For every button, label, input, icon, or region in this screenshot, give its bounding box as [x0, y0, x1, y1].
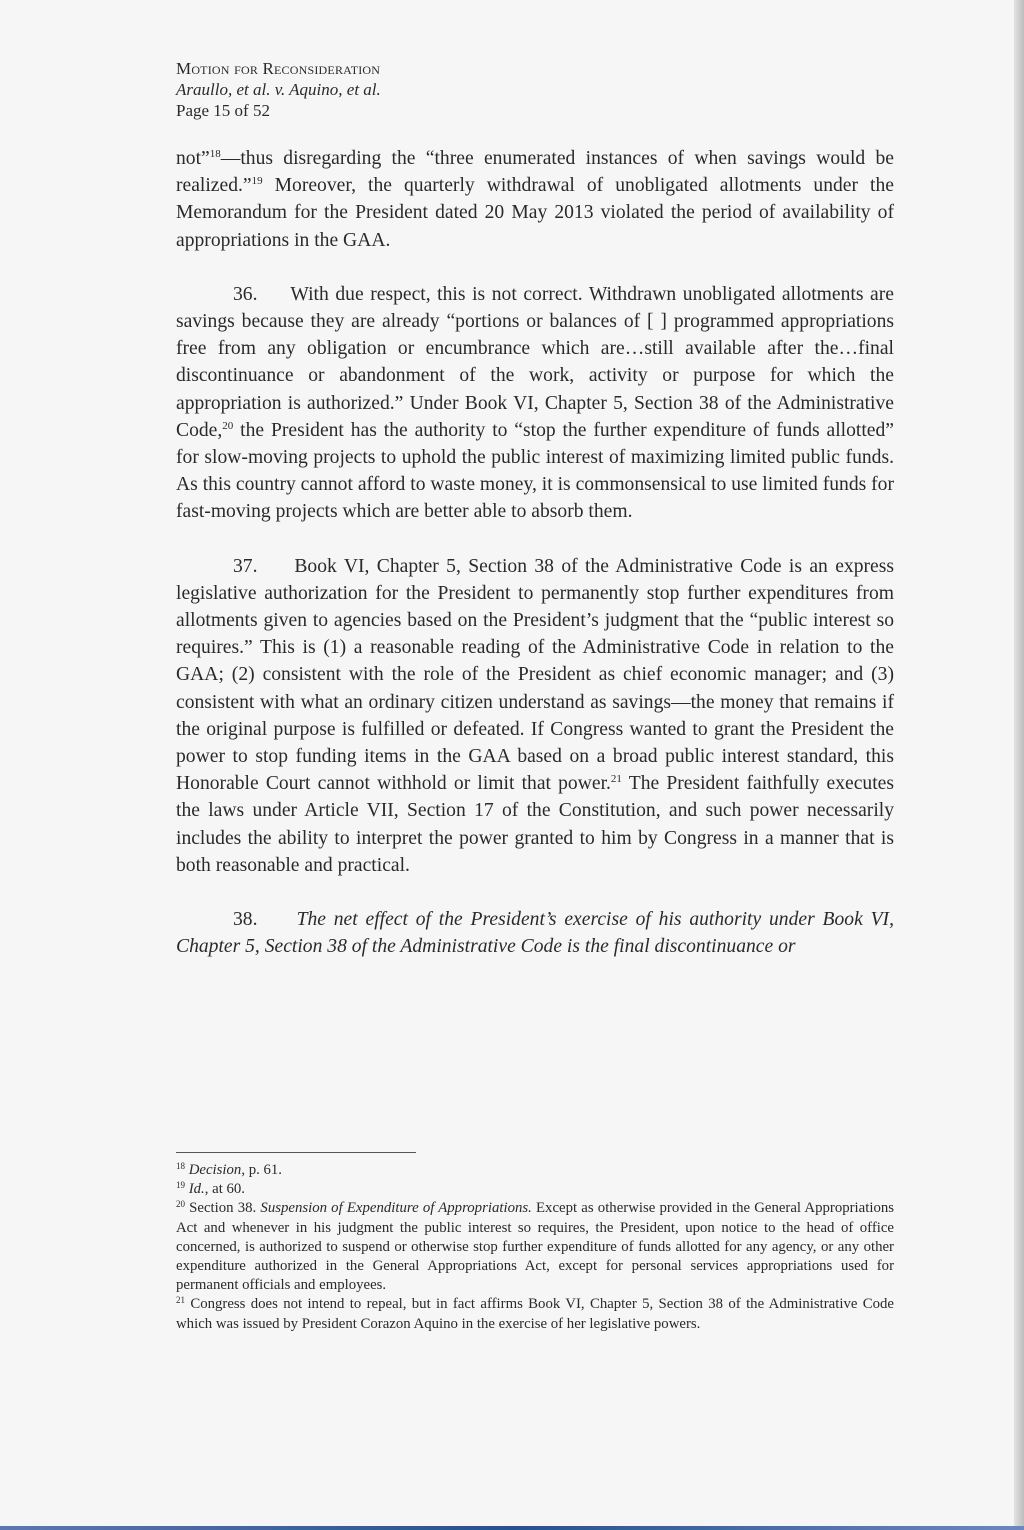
paragraph-continued: not”$^{18}$—thus disregarding the “three enumerated instances of when savings would be realized.”$^{19}$ Moreover, the quarterly withdrawal of unobligated allotments under the Memorandum for the President dated 20 May 2013 violated the period of availability of appropriations in the GAA.	[176, 148, 894, 251]
case-caption: Araullo, et al. v. Aquino, et al.	[176, 80, 381, 99]
page-number: Page 15 of 52	[176, 101, 270, 120]
footnote-ref-18[interactable]: 18	[209, 148, 221, 160]
scan-bottom-edge	[0, 1526, 1024, 1530]
footnote-21: $^{21}$ Congress does not intend to repeal, but in fact affirms Book VI, Chapter 5, Section 38 of the Administrative Code which was issued by President Corazon Aquino in the exercise of her legislative powers.	[176, 1295, 894, 1332]
footnote-19: $^{19}$ Id., at 60.	[176, 1180, 246, 1198]
page-header	[176, 58, 776, 121]
paragraph-number: 37.	[233, 555, 258, 577]
footnotes	[176, 1152, 894, 1334]
footnote-divider	[176, 1152, 416, 1153]
paragraph-36: 36. With due respect, this is not correct. Withdrawn unobligated allotments are savings because they are already “portions or balances of [ ] programmed appropriations free from any obligation or encumbrance which are…still available after the…final discontinuance or abandonment of the work, activity or purpose for which the appropriation is authorized.” Under Book VI, Chapter 5, Section 38 of the Administrative Code,$^{20}$ the President has the authority to “stop the further expenditure of funds allotted” for slow-moving projects to uphold the public interest of maximizing limited public funds. As this country cannot afford to waste money, it is commonsensical to use limited funds for fast-moving projects which are better able to absorb them.	[176, 283, 894, 523]
footnote-20: $^{20}$ Section 38. Suspension of Expenditure of Appropriations. Except as otherwise provided in the General Appropriations Act and whenever in his judgment the public interest so requires, the President, upon notice to the head of office concerned, is authorized to suspend or otherwise stop further expenditure of funds allotted for any agency, or any other expenditure authorized in the General Appropriations Act, except for personal services appropriations used for permanent officials and employees.	[176, 1199, 894, 1294]
footnote-18: $^{18}$ Decision, p. 61.	[176, 1161, 283, 1178]
body-text	[176, 145, 894, 960]
paragraph-number: 38.	[233, 909, 258, 931]
paragraph-number: 36.	[233, 283, 258, 305]
footnote-ref-20[interactable]: 20	[222, 419, 234, 432]
scan-edge-shadow	[1014, 0, 1024, 1530]
document-title: Motion for Reconsideration	[176, 59, 381, 78]
footnote-ref-21[interactable]: 21	[610, 773, 622, 786]
paragraph-37: 37. Book VI, Chapter 5, Section 38 of the Administrative Code is an express legislative authorization for the President to permanently stop further expenditures from allotments given to agencies based on the President’s judgment that the “public interest so requires.” This is (1) a reasonable reading of the Administrative Code in relation to the GAA; (2) consistent with the role of the President as chief economic manager; and (3) consistent with what an ordinary citizen understand as savings—the money that remains if the original purpose is fulfilled or defeated. If Congress wanted to grant the President the power to stop funding items in the GAA based on a broad public interest standard, this Honorable Court cannot withhold or limit that power.$^{21}$ The President faithfully executes the laws under Article VII, Section 17 of the Constitution, and such power necessarily includes the ability to interpret the power granted to him by Congress in a manner that is both reasonable and practical.	[176, 555, 894, 876]
paragraph-38: 38. The net effect of the President’s exercise of his authority under Book VI, Chapter 5, Section 38 of the Administrative Code is the final discontinuance or	[176, 909, 894, 958]
footnote-ref-19[interactable]: 19	[251, 175, 263, 188]
